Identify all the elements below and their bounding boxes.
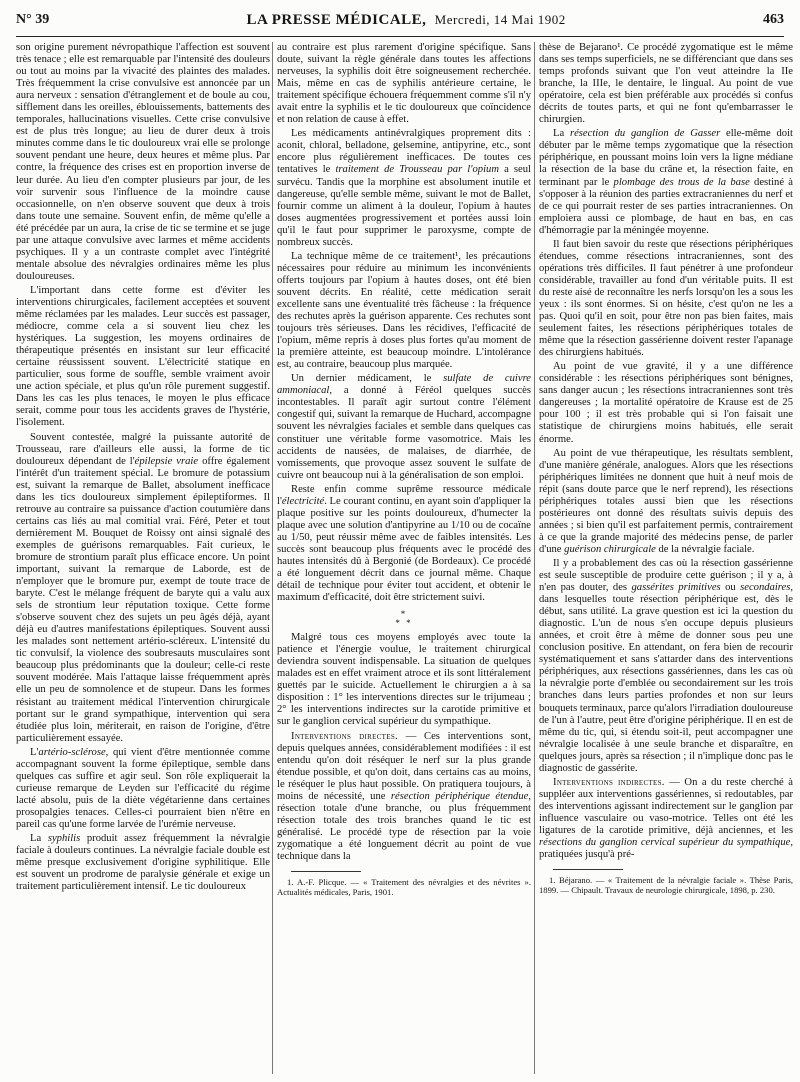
issue-number: N° 39 [16, 12, 50, 27]
paragraph: thèse de Bejarano¹. Ce procédé zygomatique est le même dans ses temps superficiels, ne se différenciant que dans ses temps profonds suivant que l'on veut atteindre la IIe branche, la IIIe, le dentaire, le lingual. Au point de vue opératoire, cela est bien préférable aux procédés si confus décrits de toutes parts, et qui ne font qu'embarrasser le chirurgien. [539, 42, 793, 126]
paragraph: Malgré tous ces moyens employés avec toute la patience et l'énergie voulue, le traitement chirurgical deviendra souvent indispensable. La situation de quelques malades est en effet vraiment atroce et ils sont littéralement guettés par le suicide. Actuellement le chirurgien a à sa disposition : 1° les interventions directes sur le trijumeau ; 2° les interventions indirectes sur la carotide primitive et sur le ganglion cervical supérieur du sympathique. [277, 632, 531, 728]
text-column-1 [16, 42, 270, 1074]
paragraph [539, 558, 793, 775]
text-run: Un dernier médicament, le [291, 373, 444, 385]
text-run: . Le courant continu, en ayant soin d'appliquer la plaque positive sur les points douloureux, d'humecter la plaque avec une solution d'antipyrine au 1/10 ou de cocaïne au 1/50, peut réussir même avec de faibles intensités. Les succès sont beaucoup plus fréquents avec le procédé des hautes intensités dû à Bergonié (de Bordeaux). Ce procédé a été longuement décrit dans ce journal même. Chaque détail de technique pour éviter tout accident, et obtenir le maximum d'efficacité, doit être strictement suivi. [277, 495, 531, 604]
text-run: produit assez fréquemment la névralgie faciale à douleurs continues. La névralgie faciale double est même presque exclusivement d'origine syphilitique. Elle est souvent un prodrome de paralysie générale et exige un traitement particulièrement intensif. Le tic douloureux [16, 833, 270, 893]
emphasis: secondaires [740, 582, 791, 594]
text-run: Les médicaments antinévralgiques proprement dits : aconit, chloral, belladone, gelsemine, antipyrine, etc., sont encore plus régulièrement inefficaces. De toutes ces tentatives le [277, 128, 531, 176]
header-rule [16, 36, 784, 37]
footnote-rule [553, 869, 623, 870]
emphasis: résections du ganglion cervical supérieur du sympathique [539, 837, 791, 849]
journal-masthead [246, 12, 565, 29]
paragraph [277, 128, 531, 248]
text-run: a seul survécu. Tandis que la morphine est absolument inutile et dangereuse, qu'elle semble même, suivant le mot de Ballet, fournir comme un aliment à la douleur, l'opium à hautes doses augmentées progressivement et portées aussi loin qu'il le faut pour supprimer le paroxysme, compte de nombreux succès. [277, 164, 531, 248]
text-run: , dans lesquelles toute résection périphérique est, dès le début, sans utilité. La grave question est ici la question du diagnostic. L'un de nous s'en occupe depuis plusieurs années, et croit être à même de donner sous peu une conclusion positive. En attendant, on fera bien de recourir systématiquement et sans s'attarder dans des interventions périphériques, aux résections gassériennes, dans les cas où la névralgie porte d'emblée ou secondairement sur les trois branches dans leurs parties profondes et non sur leurs bouquets terminaux, parce qu'alors l'irradiation douloureuse de l'un à l'autre, peut être d'origine périphérique. Il en est de même du tic, qui, si étendu soit-il, peut accompagner une névralgie localisée à une seule branche et disparaître, en quelques jours, après sa résection ; il n'implique donc pas le diagnostic de gassérite. [539, 582, 793, 774]
emphasis: artério-sclérose [38, 746, 106, 758]
emphasis: sulfate de cuivre ammoniacal [277, 373, 531, 397]
text-run: Il y a probablement des cas où la résection gassérienne est seule susceptible de produire cette guérison ; il y a, à n'en pas douter, des [539, 557, 793, 594]
text-run: Reste enfin comme suprême ressource médicale l' [277, 483, 531, 507]
emphasis: traitement de Trousseau par l'opium [335, 164, 499, 176]
paragraph [539, 128, 793, 236]
footnote: 1. A.-F. Plicque. — « Traitement des névralgies et des névrites ». Actualités médicales, Paris, 1901. [277, 877, 531, 898]
emphasis: syphilis [47, 833, 81, 845]
journal-title: LA PRESSE MÉDICALE, [246, 11, 427, 28]
emphasis: résection périphérique étendue [390, 790, 529, 802]
text-run: , pratiquées jusqu'à pré- [539, 837, 793, 861]
emphasis: électricité [281, 495, 325, 507]
text-run: , a donné à Féréol quelques succès incontestables. Il paraît agir surtout contre l'élément congestif qui, suivant la remarque de Huchard, accompagne souvent les névralgies faciales et semble dans quelques cas constituer une véritable forme vasomotrice. Mais les accidents de nausées, de malaises, de diarrhée, de vomissements, que provoque assez souvent le sulfate de cuivre ont beaucoup nui à la généralisation de son emploi. [277, 385, 531, 481]
emphasis: gassérites primitives [631, 582, 721, 594]
text-run: offre également l'intérêt d'un traitement spécial. Le bromure de potassium est, suivant la remarque de Ballet, absolument inefficace dans les tics douloureux simplement épileptiformes. Il retrouve au contraire sa puissance d'action coutumière dans certains cas liés au mal comitial vrai. Féré, Peter et tout dernièrement M. Bouquet de Roissy ont ainsi signalé des exemples de guérisons remarquables. Fait curieux, le bromure de strontium paraît plus efficace encore. Un point important, suivant la remarque de Laborde, est de n'employer que le bromure pur, exempt de toute trace de baryte. C'est le mélange fréquent de baryte qui a valu aux sels de strontium leur réputation toxique. Cette forme s'observe souvent chez des sujets un peu âgés déjà, ayant déjà eu d'autres manifestations épileptiques. Souvent aussi les malades sont nettement artério-scléreux. L'intensité du tic convulsif, la violence des soubresauts musculaires sont beaucoup plus prédominants que la douleur; celle-ci reste souvent modérée. Mais l'attaque laisse fréquemment après elle un peu de somnolence et de stupeur. Dans les formes résistant au traitement médical l'intervention chirurgicale portant sur le grand sympathique, intervention qui sera étudiée plus loin, mériterait, en raison de l'origine, d'être particulièrement essayée. [16, 455, 270, 744]
section-heading: Interventions directes. [291, 730, 398, 742]
paragraph: son origine purement névropathique l'affection est souvent très tenace ; elle est remarquable par l'intensité des douleurs ou tout au moins par la vivacité des plaintes des malades. Très fréquemment la crise convulsive est annoncée par un aura nerveux : sensation d'étranglement et de boule au cou, sifflement dans les oreilles, éblouissements, battements des temporales, hallucinations visuelles. Cette crise convulsive est de plus très longue; au lieu de durer deux à trois minutes comme dans le tic douloureux vrai elle se prolonge souvent pendant une heure, deux heures et même plus. Par contre, la fréquence des crises est en proportion inverse de leur durée. Au lieu d'en compter plusieurs par jour, de les voir survenir sous l'influence de la moindre cause occasionnelle, on n'en observe souvent que deux à trois dans toute une semaine. Souvent enfin, de même qu'elle a été précédée par un aura, la crise de tic se termine et se juge par une attaque convulsive avec larmes et même accidents psychiques. Il y a un contraste complet avec l'intégrité mentale absolue des névralgies ordinaires même les plus douloureuses. [16, 42, 270, 282]
paragraph: La technique même de ce traitement¹, les précautions nécessaires pour réduire au minimum les inconvénients offerts toujours par l'opium à hautes doses, ont été bien souvent décrits. En réalité, cette médication serait excellente sans une éventualité très fâcheuse : la fréquence des rechutes après la guérison apparente. Ces rechutes sont toujours très sérieuses. Dans les récidives, l'efficacité de l'opium, même repris à doses plus fortes qu'au moment de la première atteinte, est beaucoup moindre. L'intolérance est, au contraire, beaucoup plus marquée. [277, 250, 531, 371]
paragraph [16, 747, 270, 831]
column-divider [272, 42, 273, 1074]
paragraph [277, 373, 531, 481]
emphasis: résection du ganglion de Gasser [569, 128, 721, 140]
text-run: destiné à s'opposer à la réunion des parties extracraniennes du nerf et de ce qui pourrait rester de ses parties intracraniennes. On emploiera aussi ce plombage, de haut en bas, en cas d'hémorragie par la méningée moyenne. [539, 176, 793, 236]
issue-date: Mercredi, 14 Mai 1902 [434, 11, 566, 27]
paragraph: au contraire est plus rarement d'origine spécifique. Sans doute, suivant la règle générale dans toutes les affections nerveuses, la syphilis doit être soigneusement recherchée. Mais, même en cas de syphilis antérieure certaine, le traitement spécifique échouera fréquemment comme s'il n'y avait entre la syphilis et le tic douloureux que coïncidence et non relation de cause à effet. [277, 42, 531, 126]
emphasis: guérison chirurgicale [564, 543, 656, 555]
asterism-bottom: * * [395, 618, 413, 629]
paragraph [539, 777, 793, 861]
text-run: Au point de vue thérapeutique, les résultats semblent, d'une manière générale, analogues. Alors que les résections périphériques limitées ne donnent que huit à neuf mois de répit (sans doute parce que le nerf reprend), les résections périphériques totales aussi bien que les résections postérieures ont donné des résultats suivis depuis des années ; si bien qu'il est parfaitement permis, contrairement à ce que la grande majorité des médecins pense, de parler d'une [539, 447, 793, 555]
text-run: elle-même doit débuter par le même temps zygomatique que la résection périphérique, en poussant moins loin vers la ligne médiane la résection de la base du crâne et, la résection faite, en terminant par le [539, 128, 793, 188]
text-run: , qui vient d'être mentionnée comme accompagnant souvent la forme épileptique, semble dans quelques cas suffire et agir seul. Son rôle expliquerait la curieuse remarque de Leyden sur l'efficacité du régime lacté absolu, puis de la diète végétarienne dans certaines prosopalgies tenaces. Celles-ci pourraient bien n'être en pareil cas qu'une forme larvée de l'urémie nerveuse. [16, 746, 270, 830]
paragraph: Il faut bien savoir du reste que résections périphériques étendues, comme résections intracraniennes, sont des opérations très difficiles. Il faut pénétrer à une profondeur considérable, travailler au fond d'un véritable puits. Il est du reste aisé de reconnaître les nerfs lorsqu'on les a sous les yeux : ils sont énormes. Si on hésite, c'est qu'on ne les a pas. Quoi qu'il en soit, pour être non pas bien faites, mais seulement faites, les résections périphériques totales de même que la résection gassérienne doivent rester l'apanage des chirurgiens habitués. [539, 238, 793, 359]
page-number: 463 [763, 12, 784, 27]
text-run: , résection totale d'une branche, ou plus fréquemment résection totale des trois branches quand le tic est généralisé. Le procédé type de résection par la voie zygomatique a été longuement décrit au point de vue technique dans la [277, 790, 531, 862]
paragraph: L'important dans cette forme est d'éviter les interventions chirurgicales, facilement acceptées et souvent même réclamées par les malades. Leur succès est passager, médiocre, comme cela a si souvent lieu chez les hystériques. La suggestion, les moyens ordinaires de thérapeutique présentés en insistant sur leur efficacité certaine réussissent souvent. L'électricité statique en particulier, sous forme de souffle, semble vraiment avoir une action spéciale, et plus qu'un rôle purement suggestif. Dans les cas les plus tenaces, le moyen le plus efficace serait, comme pour tous les accidents graves de l'hystérie, l'isolement. [16, 284, 270, 429]
text-run: Souvent contestée, malgré la puissante autorité de Trousseau, rare d'ailleurs elle aussi, la forme de tic douloureux dépendant de l' [16, 431, 270, 467]
paragraph: Au point de vue gravité, il y a une différence considérable : les résections périphériques sont bénignes, sans danger aucun ; les résections intracraniennes sont très dangereuses ; la mortalité opératoire de Krause est de 25 pour 100 ; il est très probable qui si l'on faisait une statistique de chirurgiens moins habitués, elle serait énorme. [539, 361, 793, 445]
running-header [16, 6, 784, 34]
paragraph [16, 432, 270, 745]
paragraph [539, 448, 793, 556]
column-divider [534, 42, 535, 1074]
footnote-rule [291, 871, 361, 872]
text-run: ou [720, 582, 741, 594]
paragraph [277, 484, 531, 604]
text-run: — Ces interventions sont, depuis quelques années, considérablement modifiées : il est entendu qu'on doit réséquer le nerf sur la plus grande étendue possible, et qu'on doit, dans certains cas au moins, le réséquer le plus haut possible. On pratiquera toujours, à moins de nécessité, une [277, 730, 531, 802]
text-run: L' [30, 746, 39, 758]
text-run: — On a du reste cherché à suppléer aux interventions gassériennes, si redoutables, par des interventions agissant indirectement sur le ganglion par influence vasculaire ou vaso-motrice. Telles ont été les ligatures de la carotide primitive, déjà anciennes, et les [539, 776, 793, 836]
text-run: La [30, 833, 48, 845]
text-column-2 [277, 42, 531, 1074]
asterism-top: * [400, 609, 408, 620]
text-column-3 [539, 42, 793, 1074]
footnote: 1. Béjarano. — « Traitement de la névralgie faciale ». Thèse Paris, 1899. — Chipault. Travaux de neurologie chirurgicale, 1898, p. 230. [539, 875, 793, 896]
paragraph [277, 731, 531, 864]
text-run: de la névralgie faciale. [655, 543, 755, 555]
section-heading: Interventions indirectes. [553, 776, 665, 788]
emphasis: plombage des trous de la base [613, 176, 750, 188]
emphasis: épilepsie vraie [134, 455, 199, 467]
section-break-asterism [277, 610, 531, 628]
paragraph [16, 833, 270, 893]
text-run: La [553, 128, 570, 140]
